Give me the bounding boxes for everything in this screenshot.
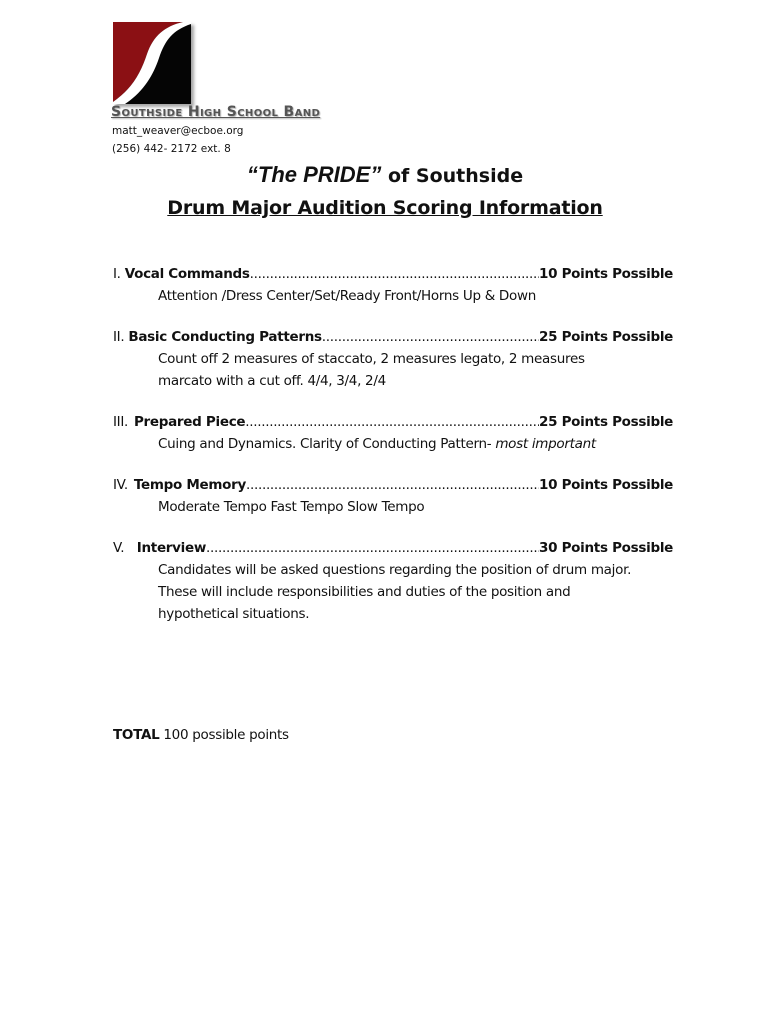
dot-leader — [250, 263, 539, 285]
section-description-text: Cuing and Dynamics. Clarity of Conducting Pattern- — [158, 436, 496, 452]
section-numeral: V. — [113, 540, 125, 556]
section-description: Count off 2 measures of staccato, 2 measures legato, 2 measures marcato with a cut off. 4/4, 3/4, 2/4 — [158, 351, 585, 389]
section-points: 30 Points Possible — [539, 540, 673, 556]
southside-s-logo-icon — [113, 22, 191, 104]
section-points: 10 Points Possible — [539, 477, 673, 493]
scoring-section-tempo-memory — [113, 474, 673, 518]
dot-leader — [246, 474, 539, 496]
section-numeral: II. — [113, 329, 125, 345]
section-name: Prepared Piece — [133, 414, 246, 430]
org-name: Southside High School Band — [111, 104, 321, 120]
dot-leader — [322, 326, 539, 348]
total-value: 100 possible points — [159, 727, 289, 743]
section-heading — [113, 263, 673, 285]
scoring-section-interview — [113, 537, 673, 625]
section-heading — [113, 326, 673, 348]
dot-leader — [245, 411, 539, 433]
section-description: Moderate Tempo Fast Tempo Slow Tempo — [158, 499, 425, 515]
section-name: Basic Conducting Patterns — [128, 329, 322, 345]
section-name: Vocal Commands — [124, 266, 250, 282]
dot-leader — [206, 537, 539, 559]
scoring-section-vocal-commands — [113, 263, 673, 307]
section-heading — [113, 474, 673, 496]
page-title — [0, 162, 770, 188]
section-name: Interview — [136, 540, 207, 556]
total-points — [113, 727, 289, 743]
section-numeral: IV. — [113, 477, 128, 493]
section-description — [113, 433, 638, 455]
section-points: 25 Points Possible — [539, 329, 673, 345]
section-numeral: I. — [113, 266, 121, 282]
section-points: 25 Points Possible — [539, 414, 673, 430]
section-description-emphasis: most important — [495, 436, 596, 452]
section-description: Candidates will be asked questions regarding the position of drum major. These will include responsibilities and duties of the position and hypothetical situations. — [158, 562, 632, 622]
contact-phone: (256) 442- 2172 ext. 8 — [112, 143, 231, 155]
page-subtitle: Drum Major Audition Scoring Information — [167, 197, 603, 219]
section-points: 10 Points Possible — [539, 266, 673, 282]
title-of-southside: of Southside — [381, 165, 524, 187]
section-description: Attention /Dress Center/Set/Ready Front/Horns Up & Down — [158, 288, 536, 304]
section-heading — [113, 411, 673, 433]
total-label: TOTAL — [113, 727, 160, 743]
section-numeral: III. — [113, 414, 129, 430]
scoring-section-basic-conducting-patterns — [113, 326, 673, 392]
section-name: Tempo Memory — [133, 477, 246, 493]
scoring-section-prepared-piece — [113, 411, 673, 455]
contact-email: matt_weaver@ecboe.org — [112, 125, 244, 137]
section-heading — [113, 537, 673, 559]
title-pride: “The PRIDE” — [246, 162, 382, 187]
